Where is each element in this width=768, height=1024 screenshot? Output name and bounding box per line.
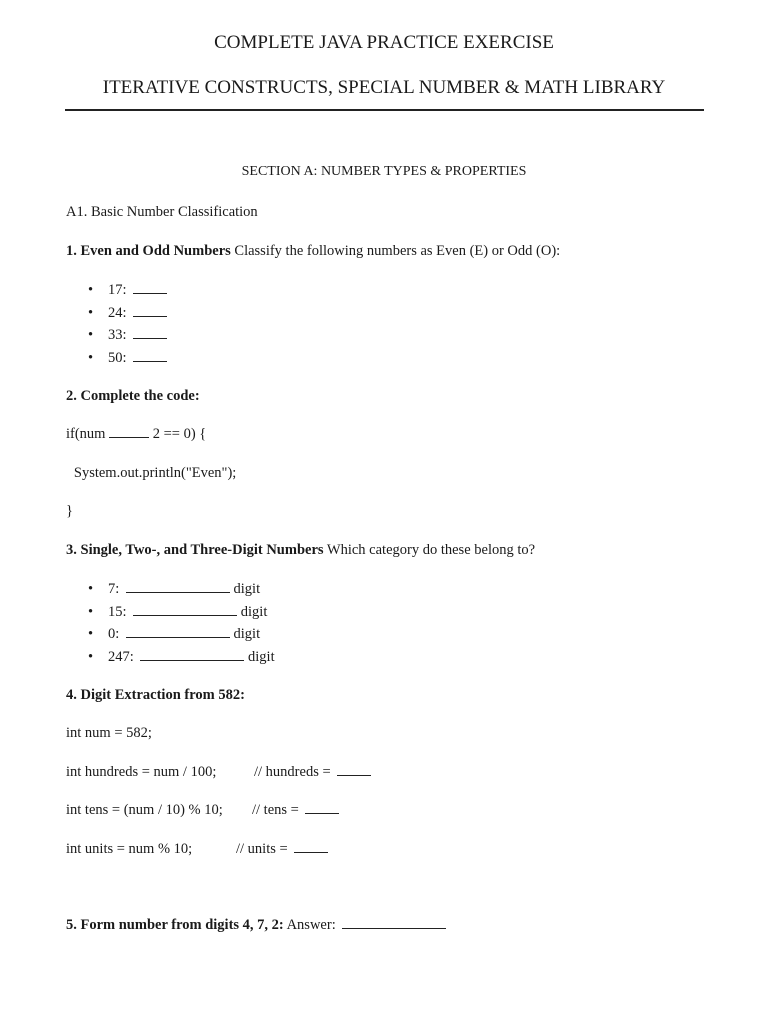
code-line: } [66, 503, 73, 519]
code-text: if(num [66, 426, 110, 442]
item-number: 17: [108, 282, 127, 298]
code-text: int tens = (num / 10) % 10; [66, 802, 223, 818]
item-number: 7: [108, 581, 120, 597]
list-item: • 15: digit [88, 603, 268, 620]
code-text: 2 == 0) { [149, 426, 207, 442]
answer-blank[interactable] [133, 326, 167, 339]
item-suffix: digit [233, 626, 261, 642]
answer-blank[interactable] [140, 648, 244, 661]
item-number: 33: [108, 327, 127, 343]
comment-text: // tens = [252, 802, 299, 818]
code-comment [252, 801, 339, 819]
question-1 [66, 242, 560, 260]
answer-blank[interactable] [337, 763, 371, 776]
question-3-label: 3. Single, Two-, and Three-Digit Numbers [66, 542, 324, 558]
code-line [66, 763, 216, 781]
section-heading: SECTION A: NUMBER TYPES & PROPERTIES [241, 164, 527, 179]
comment-text: // units = [236, 841, 288, 857]
item-suffix: digit [248, 648, 275, 665]
answer-blank[interactable] [126, 625, 230, 638]
answer-blank[interactable] [133, 603, 237, 616]
list-item: • 33: [88, 326, 167, 349]
item-number: 15: [108, 603, 127, 620]
question-5 [66, 916, 446, 934]
subsection-heading: A1. Basic Number Classification [66, 204, 258, 220]
question-3-text: Which category do these belong to? [323, 542, 536, 558]
question-1-text: Classify the following numbers as Even (E) or Odd (O): [230, 243, 561, 259]
document-title: COMPLETE JAVA PRACTICE EXERCISE [214, 32, 554, 53]
answer-blank[interactable] [294, 840, 328, 853]
code-text: int units = num % 10; [66, 841, 193, 857]
code-line [66, 840, 192, 858]
answer-blank[interactable] [342, 916, 446, 929]
question-5-label: 5. Form number from digits 4, 7, 2: [66, 917, 284, 933]
question-4-label: 4. Digit Extraction from 582: [66, 687, 245, 703]
code-line [66, 425, 206, 443]
list-item: • 247: digit [88, 648, 275, 665]
question-1-label: 1. Even and Odd Numbers [66, 243, 231, 259]
answer-blank[interactable] [133, 304, 167, 317]
document-subtitle: ITERATIVE CONSTRUCTS, SPECIAL NUMBER & MATH LIBRARY [102, 77, 666, 98]
question-3 [66, 541, 535, 559]
list-item: • 0: digit [88, 626, 261, 642]
code-line: System.out.println("Even"); [63, 465, 237, 481]
item-number: 24: [108, 304, 127, 321]
item-suffix: digit [233, 581, 261, 597]
title-divider [65, 109, 704, 111]
answer-blank[interactable] [109, 425, 149, 438]
answer-blank[interactable] [133, 349, 167, 362]
code-line [66, 801, 223, 819]
list-item: • 50: [88, 349, 167, 372]
code-comment [254, 763, 371, 781]
answer-blank[interactable] [126, 580, 230, 593]
code-text: int hundreds = num / 100; [66, 764, 217, 780]
question-3-list [88, 580, 275, 670]
item-number: 50: [108, 349, 127, 366]
code-comment [236, 840, 328, 858]
question-1-list [88, 281, 167, 371]
item-number: 0: [108, 626, 120, 642]
question-2-label: 2. Complete the code: [66, 388, 200, 404]
list-item: • 17: [88, 281, 167, 304]
list-item: • 24: [88, 304, 167, 327]
answer-blank[interactable] [305, 801, 339, 814]
comment-text: // hundreds = [254, 764, 331, 780]
list-item: • 7: digit [88, 581, 261, 597]
item-number: 247: [108, 648, 134, 665]
item-suffix: digit [240, 603, 268, 620]
code-line: int num = 582; [66, 725, 152, 741]
question-5-answer-label: Answer: [283, 917, 336, 933]
answer-blank[interactable] [133, 281, 167, 294]
